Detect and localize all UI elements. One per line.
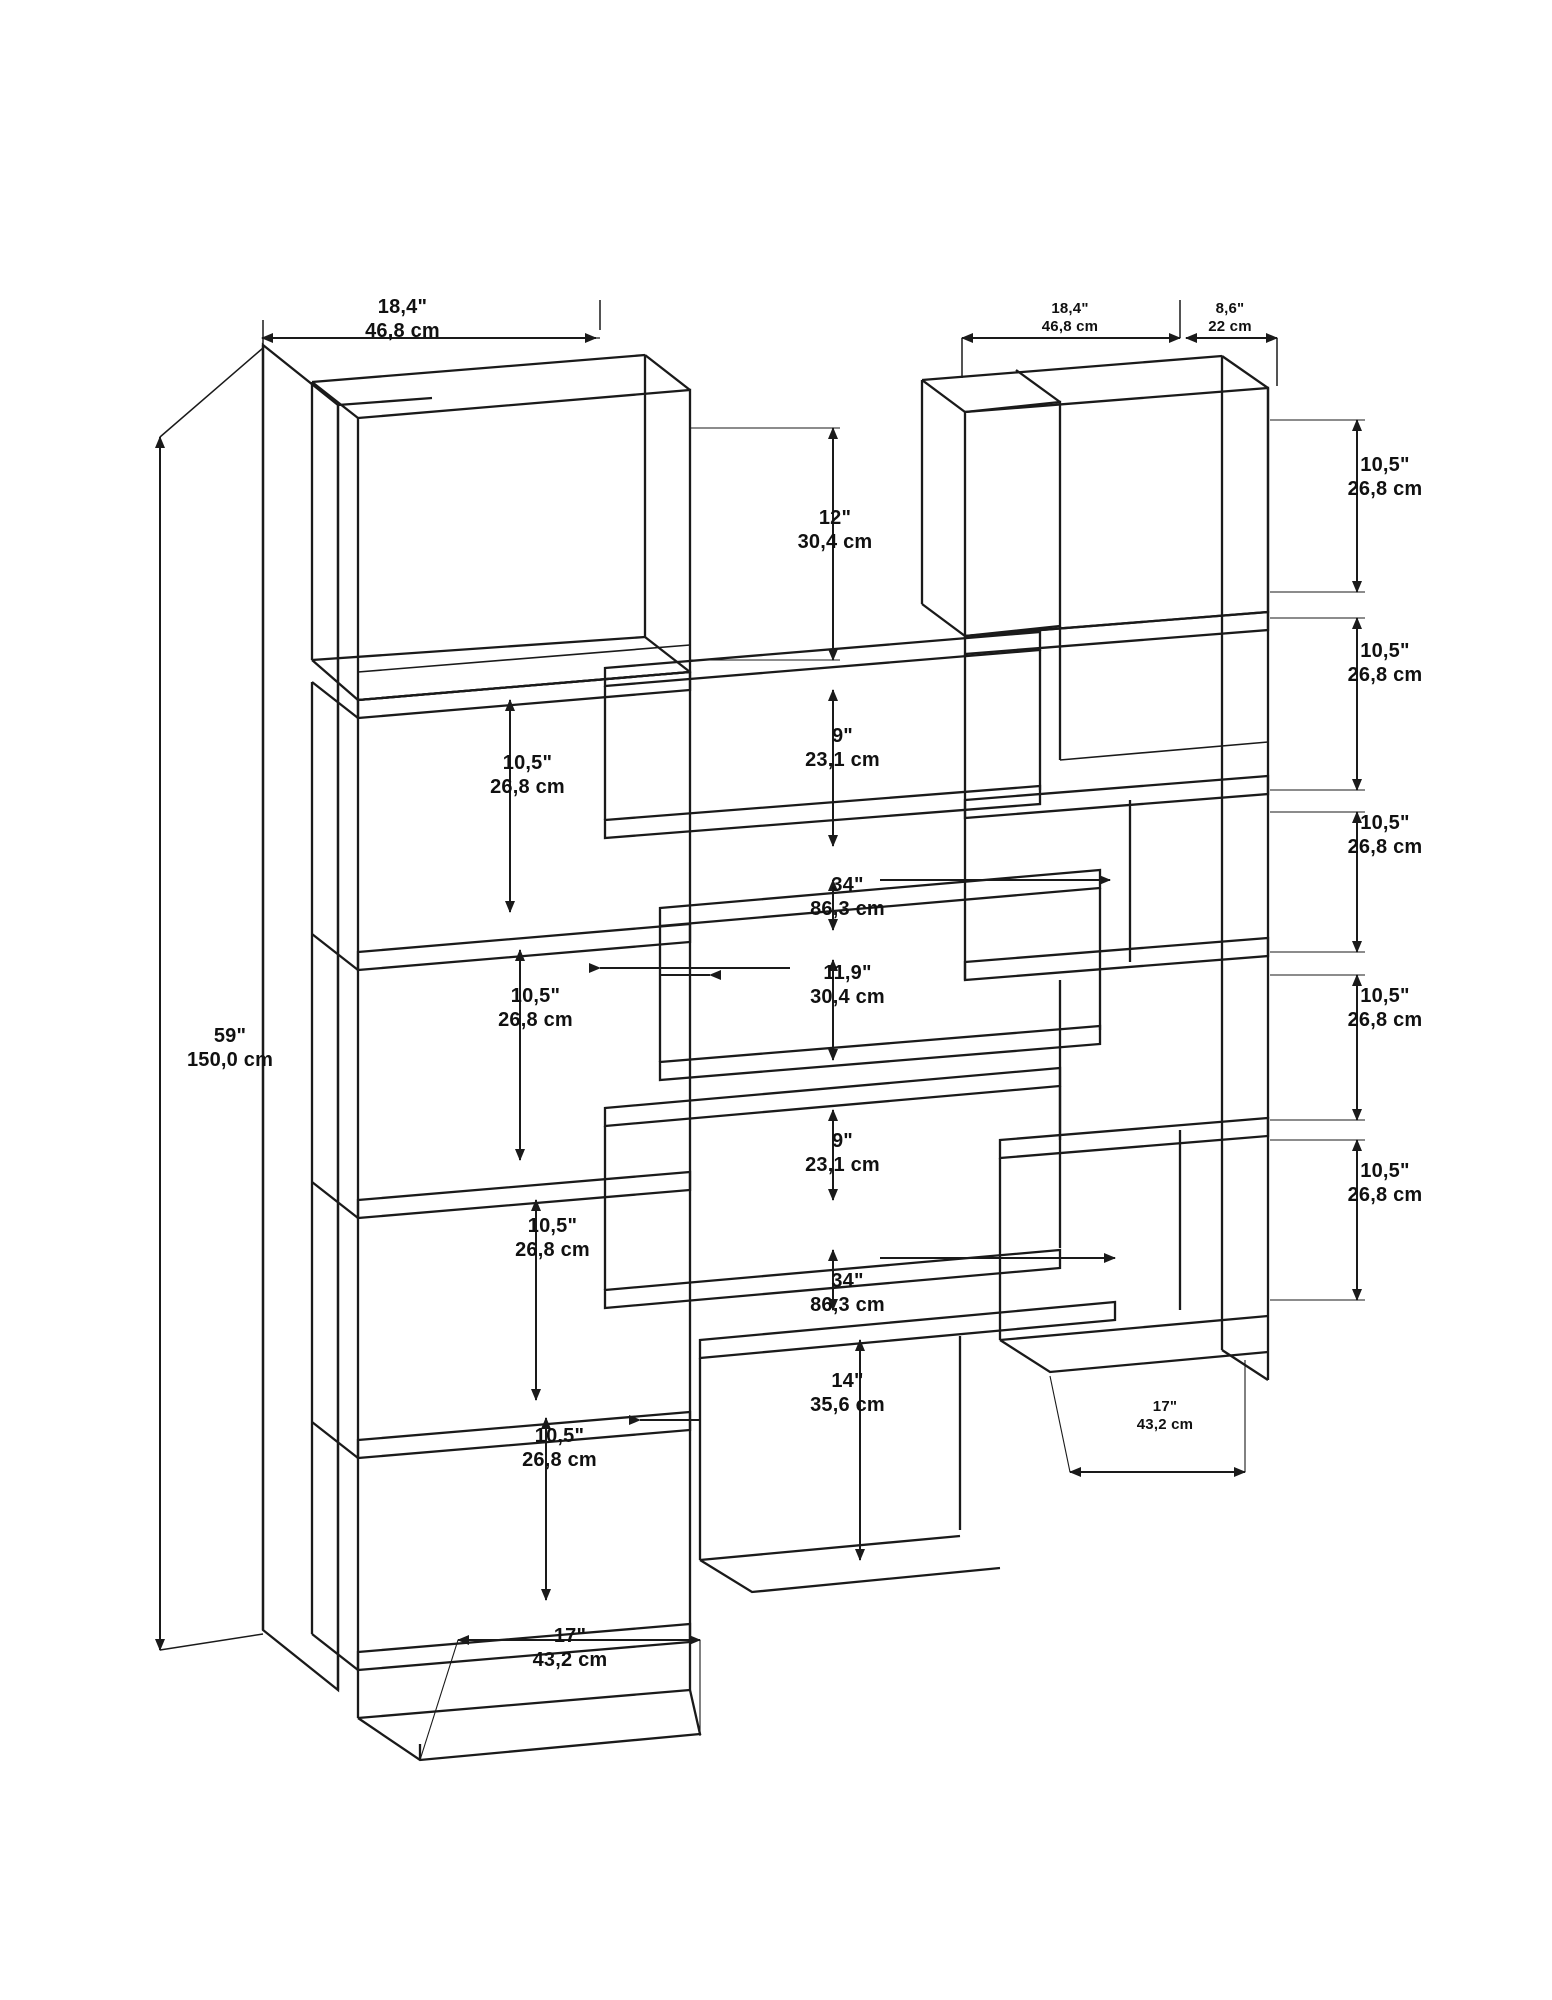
dimension-value-cm: 22 cm <box>1208 317 1252 335</box>
dimension-value-inch: 17" <box>1152 1398 1178 1415</box>
dimension-label-right-box-2 <box>1300 640 1470 687</box>
dimension-label-center-shelf-2 <box>755 962 940 1009</box>
dimension-label-top-left-width <box>300 296 505 343</box>
dimension-label-center-span-1 <box>760 874 935 921</box>
dimension-value-inch: 8,6" <box>1215 300 1245 317</box>
dimension-value-inch: 34" <box>831 1270 864 1292</box>
dimension-value-inch: 10,5" <box>1360 812 1410 834</box>
dimension-value-cm: 35,6 cm <box>810 1393 885 1416</box>
dimension-value-inch: 10,5" <box>1360 1160 1410 1182</box>
dimension-value-cm: 26,8 cm <box>1347 1183 1423 1206</box>
dimension-value-cm: 30,4 cm <box>797 530 873 553</box>
dimension-value-cm: 23,1 cm <box>805 748 880 771</box>
dimension-value-cm: 86,3 cm <box>810 897 885 920</box>
dimension-value-inch: 9" <box>831 1130 853 1152</box>
dimension-label-bottom-left-depth <box>480 1625 660 1672</box>
dimension-value-cm: 26,8 cm <box>1347 663 1423 686</box>
dimension-value-inch: 59" <box>213 1025 247 1047</box>
dimension-value-inch: 18,4" <box>1051 300 1089 317</box>
dimension-label-left-shelf-1 <box>440 752 615 799</box>
dimension-label-bottom-right-depth <box>1085 1398 1245 1433</box>
dimension-value-inch: 10,5" <box>510 985 561 1007</box>
dimension-value-inch: 17" <box>553 1625 587 1647</box>
dimension-label-overall-height <box>150 1025 310 1072</box>
dimension-value-inch: 10,5" <box>534 1425 585 1447</box>
dimension-value-inch: 18,4" <box>377 296 428 318</box>
dimension-value-inch: 10,5" <box>1360 985 1410 1007</box>
dimension-value-inch: 9" <box>831 725 853 747</box>
dimension-value-cm: 26,8 cm <box>1347 835 1423 858</box>
dimension-value-cm: 26,8 cm <box>490 775 565 798</box>
dimension-value-inch: 10,5" <box>1360 454 1410 476</box>
dimension-label-right-box-1 <box>1300 454 1470 501</box>
dimension-value-inch: 11,9" <box>823 962 872 984</box>
dimension-value-cm: 30,4 cm <box>810 985 885 1008</box>
dimension-label-center-shelf-1 <box>755 725 930 772</box>
dimension-label-left-shelf-2 <box>448 985 623 1032</box>
furniture-outline <box>263 345 1268 1760</box>
dimension-label-center-bottom <box>760 1370 935 1417</box>
dimension-label-center-shelf-3 <box>755 1130 930 1177</box>
dimension-label-right-box-5 <box>1300 1160 1470 1207</box>
dimension-label-top-right-depth <box>1182 300 1278 335</box>
dimension-label-left-shelf-3 <box>465 1215 640 1262</box>
dimension-value-cm: 150,0 cm <box>186 1048 274 1071</box>
dimension-value-cm: 26,8 cm <box>515 1238 590 1261</box>
dimension-label-right-box-4 <box>1300 985 1470 1032</box>
dimension-value-cm: 26,8 cm <box>1347 477 1423 500</box>
dimension-value-cm: 26,8 cm <box>522 1448 597 1471</box>
dimension-value-inch: 34" <box>831 874 864 896</box>
dimension-label-left-shelf-4 <box>472 1425 647 1472</box>
dimension-value-cm: 86,3 cm <box>810 1293 885 1316</box>
dimension-value-inch: 12" <box>818 507 852 529</box>
dimension-label-top-right-width <box>975 300 1165 335</box>
dimension-value-cm: 46,8 cm <box>365 319 440 342</box>
dimension-value-inch: 10,5" <box>1360 640 1410 662</box>
dimension-value-inch: 14" <box>831 1370 864 1392</box>
dimension-label-center-span-2 <box>760 1270 935 1317</box>
dimension-value-cm: 43,2 cm <box>1136 1415 1194 1433</box>
dimension-value-inch: 10,5" <box>527 1215 578 1237</box>
dimension-label-left-top-box-height <box>750 507 920 554</box>
dimension-value-inch: 10,5" <box>502 752 553 774</box>
dimension-label-right-box-3 <box>1300 812 1470 859</box>
dimension-value-cm: 26,8 cm <box>498 1008 573 1031</box>
dimension-value-cm: 23,1 cm <box>805 1153 880 1176</box>
dimension-value-cm: 43,2 cm <box>532 1648 608 1671</box>
dimension-value-cm: 26,8 cm <box>1347 1008 1423 1031</box>
dimension-value-cm: 46,8 cm <box>1041 317 1099 335</box>
